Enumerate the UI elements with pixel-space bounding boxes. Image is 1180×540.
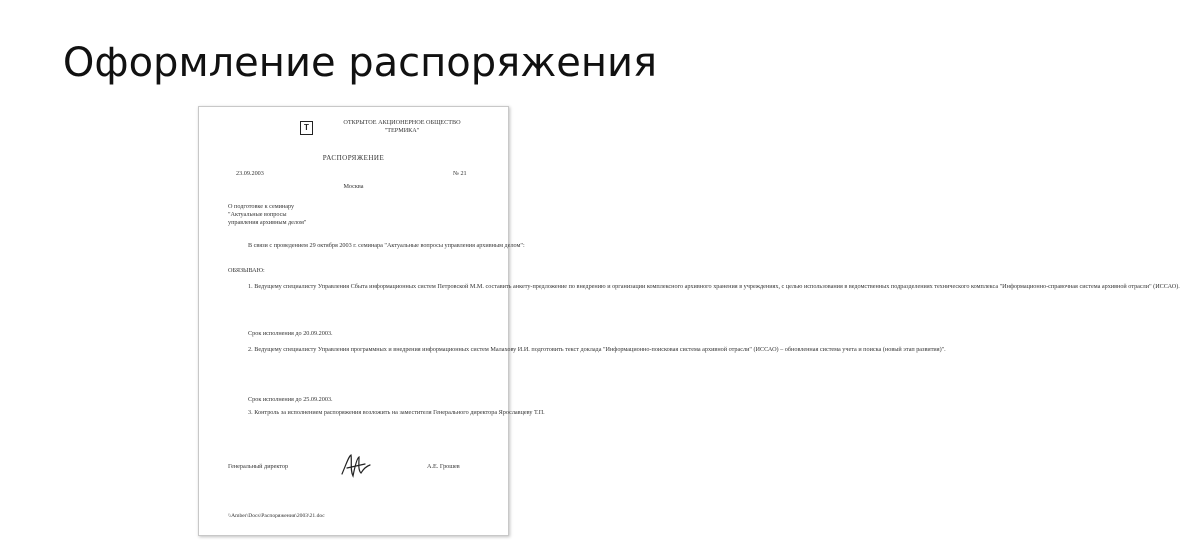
file-path: \\Amber\Docs\Распоряжения\2003\21.doc	[228, 513, 325, 519]
preamble-text: В связи с проведением 29 октября 2003 г. семинара "Актуальные вопросы управления архивным делом":	[248, 242, 525, 249]
handwritten-signature	[339, 452, 373, 478]
subject-line-2: "Актуальные вопросы	[228, 211, 287, 218]
order-item-2-deadline: Срок исполнения до 25.09.2003.	[248, 396, 333, 403]
company-name-line2: "ТЕРМИКА"	[384, 127, 420, 134]
document-scan	[198, 106, 1180, 536]
document-date: 23.09.2003	[236, 170, 264, 177]
document-number: № 21	[453, 170, 467, 177]
order-item-2: 2. Ведущему специалисту Управления программных и внедрения информационных систем Малахову И.И. подготовить текст доклада "Информационно-поисковая система архивной отрасли" (ИССАО) – обновленная система учета и поиска (новый этап развития)".	[248, 346, 946, 353]
order-item-3: 3. Контроль за исполнением распоряжения возложить на заместителя Генерального директора Ярославцеву Т.П.	[248, 409, 545, 416]
order-item-1: 1. Ведущему специалисту Управления Сбыта информационных систем Петровской М.М. составить анкету-предложение по внедрению и организации комплексного архивного хранения в учреждениях, с целью использования в ведомственных подразделениях технического комплекса "Информационно-справочная система архивной отрасли" (ИССАО).	[248, 283, 1180, 290]
slide-title: Оформление распоряжения	[62, 40, 658, 86]
order-item-1-deadline: Срок исполнения до 20.09.2003.	[248, 330, 333, 337]
signer-name: А.Е. Грошев	[427, 463, 460, 470]
company-name-line1: ОТКРЫТОЕ АКЦИОНЕРНОЕ ОБЩЕСТВО	[343, 119, 461, 126]
subject-line-3: управления архивным делом"	[228, 219, 307, 226]
document-heading: РАСПОРЯЖЕНИЕ	[322, 154, 385, 162]
document-city: Москва	[343, 183, 364, 190]
company-logo: Т	[300, 121, 313, 135]
signer-title: Генеральный директор	[228, 463, 289, 470]
obligate-heading: ОБЯЗЫВАЮ:	[228, 267, 265, 274]
subject-line-1: О подготовке к семинару	[228, 203, 295, 210]
